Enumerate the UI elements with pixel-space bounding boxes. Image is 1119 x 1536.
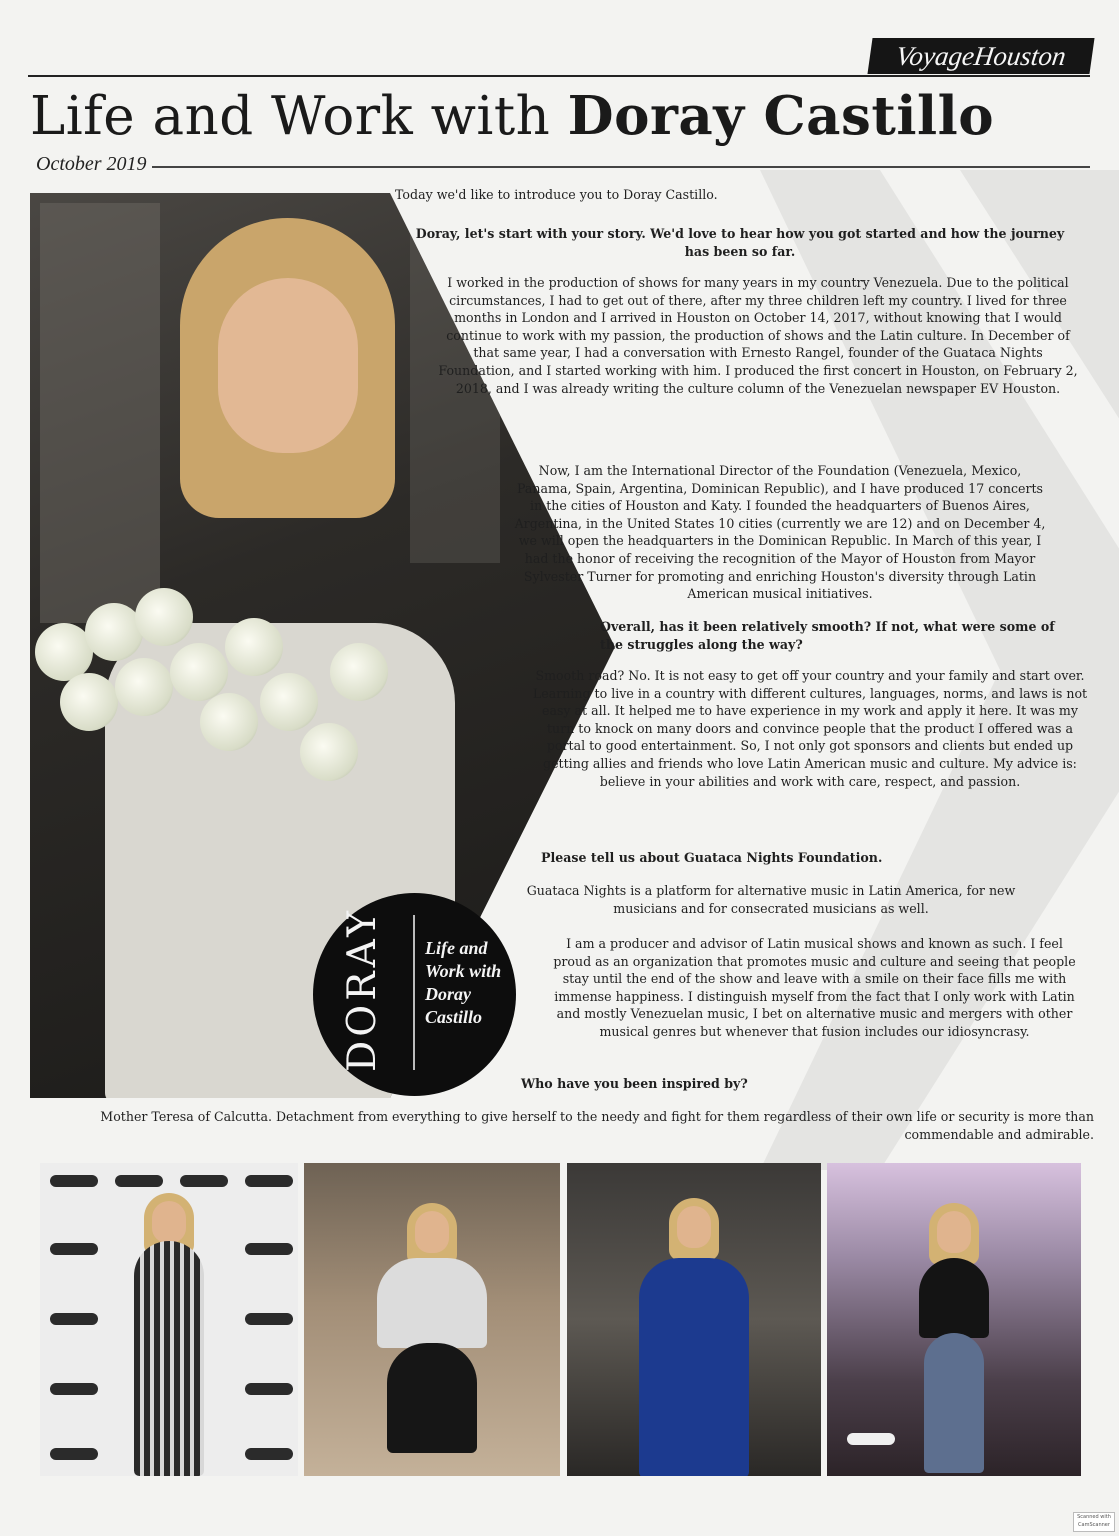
badge-word: DORAY — [340, 907, 385, 1072]
issue-date: October 2019 — [36, 153, 147, 175]
date-rule — [152, 166, 1090, 168]
brand-logo: VoyageHouston — [867, 38, 1094, 74]
title-name: Doray Castillo — [567, 85, 995, 147]
answer-foundation-p2: I am a producer and advisor of Latin musical shows and known as such. I feel proud as an organization that promotes music and culture and seeing that people stay until the end of the show and leave with a smile on their face fills me with immense happiness. I distinguish myself from the fact that I only work with Latin and mostly Venezuelan music, I bet on alternative music and mergers with other musical genres but whenever that fusion includes our idiosyncrasy. — [553, 936, 1076, 1039]
question-inspiration: Who have you been inspired by? — [521, 1076, 748, 1091]
answer-inspiration: Mother Teresa of Calcutta. Detachment from everything to give herself to the needy and fight for them regardless of their own life or security is more than commendable and admirable. — [100, 1109, 1094, 1142]
gallery-photo-1 — [40, 1163, 298, 1476]
gallery-photo-2 — [304, 1163, 560, 1476]
answer-foundation-p1: Guataca Nights is a platform for alternative music in Latin America, for new musicians and for consecrated musicians as well. — [526, 883, 1016, 916]
page-title — [30, 80, 1100, 153]
question-story: Doray, let's start with your story. We'd love to hear how you got started and how the journey has been so far. — [415, 226, 1065, 259]
title-prefix: Life and Work with — [30, 86, 568, 147]
header-rule — [28, 75, 1090, 77]
answer-struggles: Smooth road? No. It is not easy to get off your country and your family and start over. Learning to live in a country with different cultures, languages, norms, and laws is not easy at all. It helped me to have experience in my work and apply it here. It was my turn to knock on many doors and convince people that the product I offered was a portal to good entertainment. So, I not only got sponsors and clients but ended up getting allies and friends who love Latin American music and culture. My advice is: believe in your abilities and work with care, respect, and passion. — [532, 668, 1088, 789]
gallery-photo-3 — [567, 1163, 821, 1476]
scanner-stamp: Scanned with CamScanner — [1073, 1512, 1115, 1532]
question-struggles: Overall, has it been relatively smooth? If not, what were some of the struggles along the way? — [600, 619, 1055, 652]
answer-story-p1: I worked in the production of shows for many years in my country Venezuela. Due to the political circumstances, I had to get out of there, after my three children left my country. I lived for three months in London and I arrived in Houston on October 14, 2017, without knowing that I would continue to work with my passion, the production of shows and the Latin culture. In December of that same year, I had a conversation with Ernesto Rangel, founder of the Guataca Nights Foundation, and I started working with him. I produced the first concert in Houston, on February 2, 2018, and I was already writing the culture column of the Venezuelan newspaper EV Houston. — [438, 275, 1078, 396]
answer-story-p2: Now, I am the International Director of the Foundation (Venezuela, Mexico, Panama, Spain, Argentina, Dominican Republic), and I have produced 17 concerts in the cities of Houston and Katy. I founded the headquarters of Buenos Aires, Argentina, in the United States 10 cities (currently we are 12) and on December 4, we will open the headquarters in the Dominican Republic. In March of this year, I had the honor of receiving the recognition of the Mayor of Houston from Mayor Sylvester Turner for promoting and enriching Houston's diversity through Latin American musical initiatives. — [514, 463, 1046, 602]
gallery-photo-4 — [827, 1163, 1081, 1476]
badge-caption: Life and Work with Doray Castillo — [425, 938, 502, 1027]
intro-text: Today we'd like to introduce you to Doray Castillo. — [395, 187, 718, 202]
question-foundation: Please tell us about Guataca Nights Foundation. — [541, 850, 883, 865]
badge-divider — [413, 915, 415, 1070]
